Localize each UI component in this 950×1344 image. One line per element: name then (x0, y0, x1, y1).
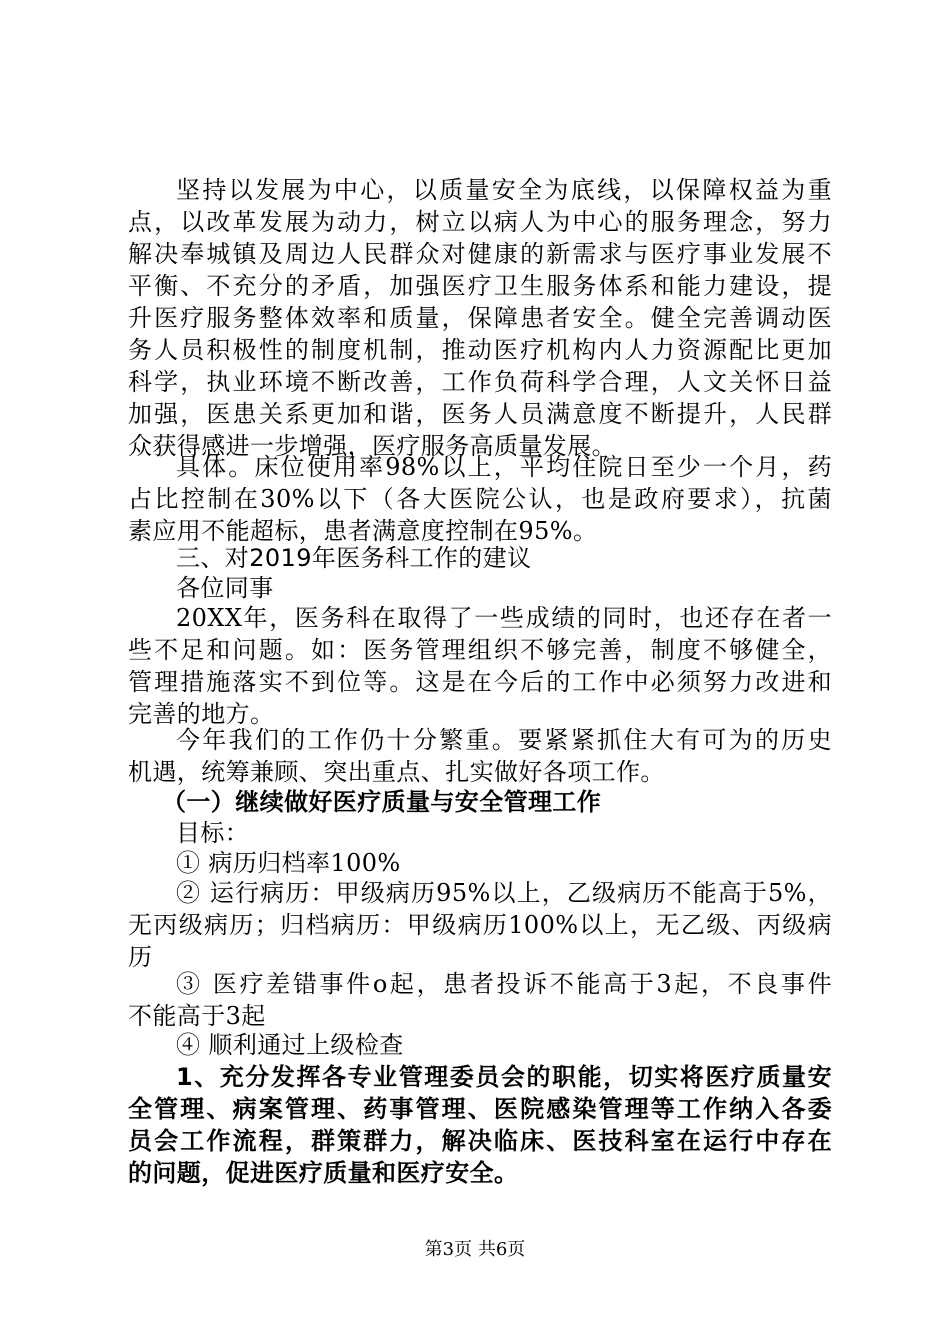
goal-item-1 (128, 847, 832, 879)
goal-item-3 (128, 968, 832, 1032)
text-line: 历 (128, 943, 153, 971)
text-line: 1、充分发挥各专业管理委员会的职能，切实将医疗质量安 (176, 1063, 832, 1091)
text-line: 目标： (176, 819, 250, 847)
text-line: 全管理、病案管理、药事管理、医院感染管理等工作纳入各委 (128, 1095, 832, 1123)
text-line: 解决奉城镇及周边人民群众对健康的新需求与医疗事业发展不 (128, 240, 832, 268)
text-line: 坚持以发展为中心，以质量安全为底线，以保障权益为重 (176, 176, 832, 204)
text-line: 机遇，统筹兼顾、突出重点、扎实做好各项工作。 (128, 758, 665, 786)
text-line: 不能高于3起 (128, 1002, 266, 1030)
text-line: 完善的地方。 (128, 700, 275, 728)
text-line: 无丙级病历；归档病历：甲级病历100%以上，无乙级、丙级病 (128, 911, 832, 939)
paragraph-guiding-principle (128, 174, 832, 462)
text-line: 管理措施落实不到位等。这是在今后的工作中必须努力改进和 (128, 668, 832, 696)
text-line: 具体。床位使用率98%以上，平均住院日至少一个月，药 (176, 453, 832, 481)
text-line: ③ 医疗差错事件o起，患者投诉不能高于3起，不良事件 (176, 970, 832, 998)
text-line: ④ 顺利通过上级检查 (176, 1031, 404, 1059)
text-line: 员会工作流程，群策群力，解决临床、医技科室在运行中存在 (128, 1127, 832, 1155)
subsection-heading (128, 786, 832, 818)
text-line: 平衡、不充分的矛盾，加强医疗卫生服务体系和能力建设，提 (128, 272, 832, 300)
text-line: 些不足和问题。如：医务管理组织不够完善，制度不够健全， (128, 636, 832, 664)
section-heading (128, 542, 832, 574)
text-line: 点，以改革发展为动力，树立以病人为中心的服务理念，努力 (128, 208, 832, 236)
heading-text: 三、对2019年医务科工作的建议 (176, 544, 532, 572)
paragraph-committee-functions (128, 1061, 832, 1189)
text-line: 科学，执业环境不断改善，工作负荷科学合理，人文关怀日益 (128, 368, 832, 396)
page-number-footer: 第3页 共6页 (424, 1239, 526, 1260)
heading-text: （一）继续做好医疗质量与安全管理工作 (162, 788, 602, 816)
paragraph-greeting (128, 572, 832, 604)
text-line: ② 运行病历：甲级病历95%以上，乙级病历不能高于5%， (176, 879, 832, 907)
text-line: 的问题，促进医疗质量和医疗安全。 (128, 1159, 519, 1187)
text-line: 今年我们的工作仍十分繁重。要紧紧抓住大有可为的历史 (176, 726, 832, 754)
text-line: 众获得感进一步增强，医疗服务高质量发展。 (128, 432, 616, 460)
text-line: 20XX年，医务科在取得了一些成绩的同时，也还存在者一 (176, 604, 832, 632)
paragraph-this-year (128, 724, 832, 788)
text-line: 务人员积极性的制度机制，推动医疗机构内人力资源配比更加 (128, 336, 832, 364)
paragraph-specific-targets (128, 451, 832, 547)
text-line: 加强，医患关系更加和谐，医务人员满意度不断提升，人民群 (128, 400, 832, 428)
text-line: ① 病历归档率100% (176, 849, 401, 877)
goal-item-2 (128, 877, 832, 973)
text-line: 占比控制在30%以下（各大医院公认，也是政府要求），抗菌 (128, 485, 832, 513)
paragraph-shortcomings (128, 602, 832, 730)
goal-label (128, 817, 832, 849)
text-line: 升医疗服务整体效率和质量，保障患者安全。健全完善调动医 (128, 304, 832, 332)
goal-item-4 (128, 1029, 832, 1061)
text-line: 素应用不能超标，患者满意度控制在95%。 (128, 517, 598, 545)
text-line: 各位同事 (176, 574, 274, 602)
